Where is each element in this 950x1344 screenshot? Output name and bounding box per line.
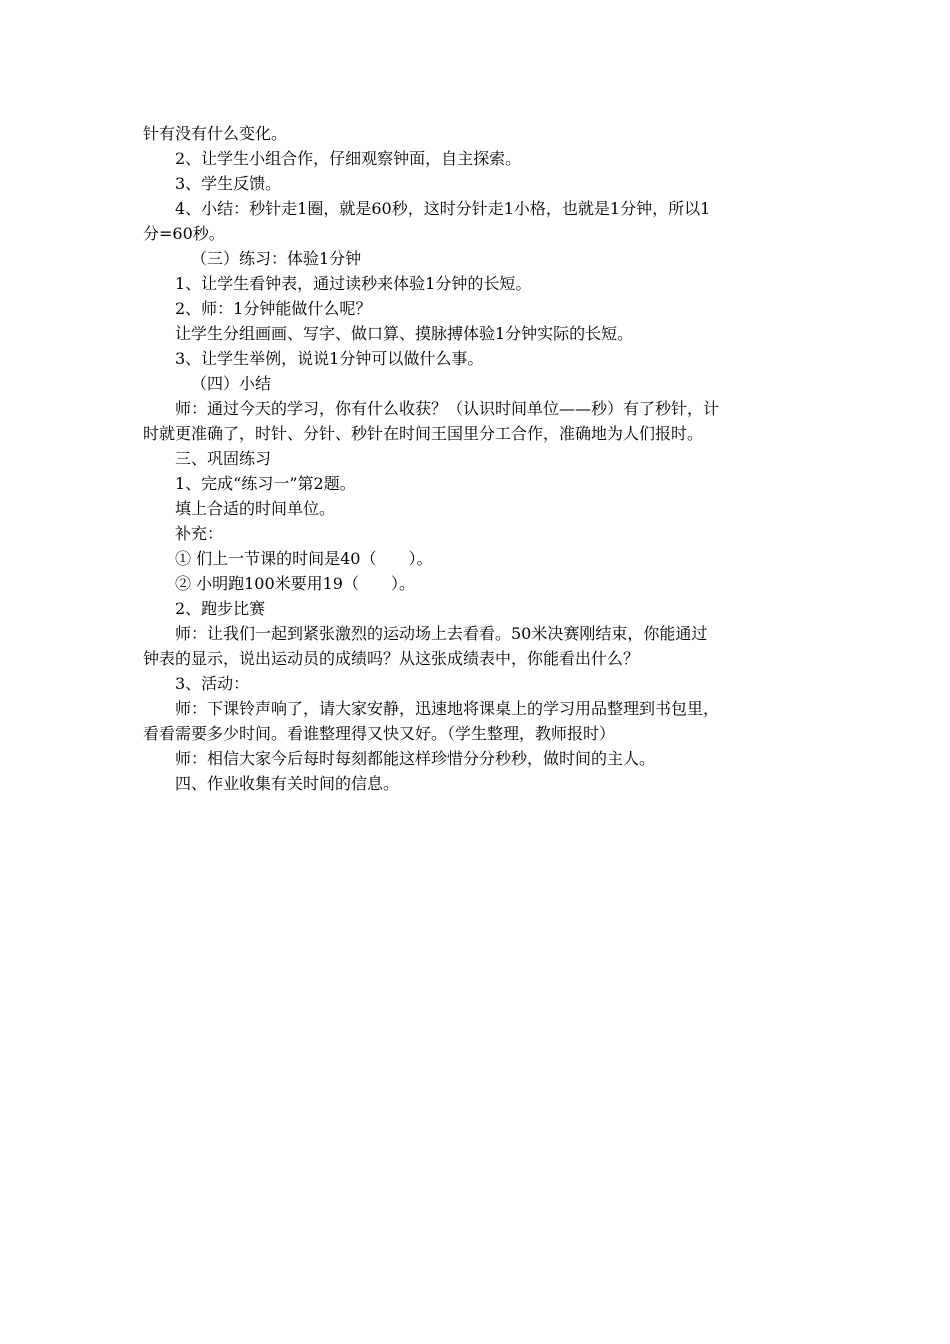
exercise-item: ② 小明跑100米要用19（ ）。 bbox=[175, 574, 415, 593]
exercise-item: ① 们上一节课的时间是40（ ）。 bbox=[175, 549, 433, 568]
document-body bbox=[143, 121, 813, 796]
text-line: 补充： bbox=[175, 524, 224, 543]
section-heading: （四）小结 bbox=[191, 374, 272, 393]
text-line: 时就更准确了，时针、分针、秒针在时间王国里分工合作，准确地为人们报时。 bbox=[143, 424, 704, 443]
text-line: 1、完成“练习一”第2题。 bbox=[175, 474, 356, 493]
text-line: 钟表的显示，说出运动员的成绩吗？从这张成绩表中，你能看出什么？ bbox=[143, 649, 640, 668]
text-line: 师：相信大家今后每时每刻都能这样珍惜分分秒秒，做时间的主人。 bbox=[175, 749, 656, 768]
text-line: 1、让学生看钟表，通过读秒来体验1分钟的长短。 bbox=[175, 274, 532, 293]
text-line: 4、小结：秒针走1圈，就是60秒，这时分针走1小格，也就是1分钟，所以1 bbox=[175, 199, 711, 218]
text-line: 3、活动： bbox=[175, 674, 250, 693]
section-heading: （三）练习：体验1分钟 bbox=[191, 249, 362, 268]
text-line: 3、让学生举例，说说1分钟可以做什么事。 bbox=[175, 349, 484, 368]
text-line: 2、跑步比赛 bbox=[175, 599, 266, 618]
text-line: 分=60秒。 bbox=[143, 224, 225, 243]
text-line: 看看需要多少时间。看谁整理得又快又好。（学生整理，教师报时） bbox=[143, 724, 616, 743]
text-line: 3、学生反馈。 bbox=[175, 174, 282, 193]
section-heading: 三、巩固练习 bbox=[175, 449, 272, 468]
section-heading: 四、作业收集有关时间的信息。 bbox=[175, 774, 400, 793]
text-line: 让学生分组画画、写字、做口算、摸脉搏体验1分钟实际的长短。 bbox=[175, 324, 634, 343]
text-line: 师：让我们一起到紧张激烈的运动场上去看看。50米决赛刚结束，你能通过 bbox=[175, 624, 708, 643]
text-line: 2、让学生小组合作，仔细观察钟面，自主探索。 bbox=[175, 149, 522, 168]
text-line: 师：通过今天的学习，你有什么收获？（认识时间单位——秒）有了秒针，计 bbox=[175, 399, 720, 418]
text-line: 2、师：1分钟能做什么呢？ bbox=[175, 299, 372, 318]
text-line: 填上合适的时间单位。 bbox=[175, 499, 336, 518]
text-line: 师：下课铃声响了，请大家安静，迅速地将课桌上的学习用品整理到书包里， bbox=[175, 699, 720, 718]
text-line: 针有没有什么变化。 bbox=[143, 124, 288, 143]
